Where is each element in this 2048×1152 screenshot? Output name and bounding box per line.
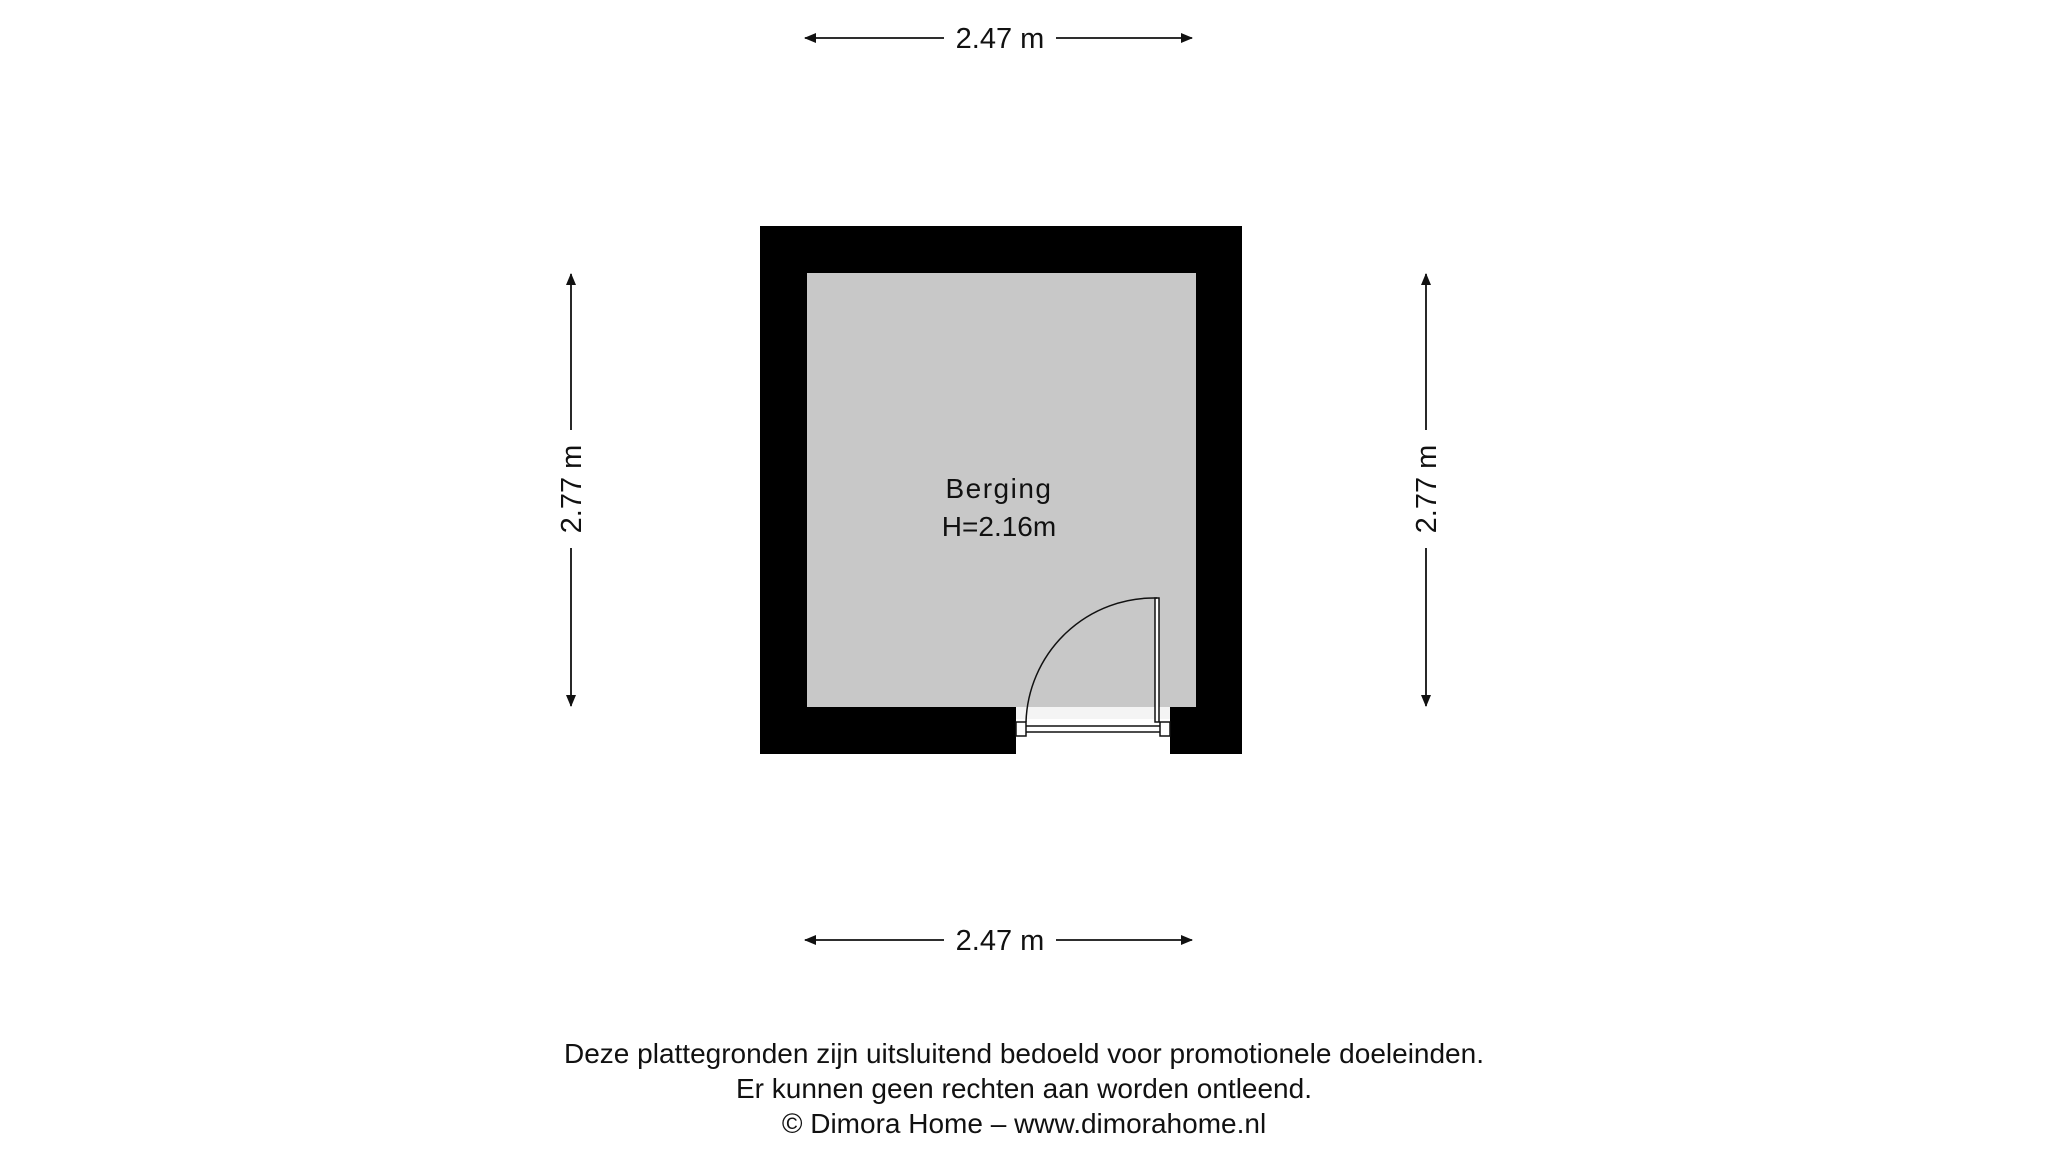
door-threshold [1016,707,1170,719]
dimension-top-label: 2.47 m [955,23,1045,55]
disclaimer-line-1: Deze plattegronden zijn uitsluitend bedoeld voor promotionele doeleinden. [564,1038,1484,1069]
copyright-line: © Dimora Home – www.dimorahome.nl [781,1108,1267,1139]
room-name: Berging [945,473,1053,504]
door-jamb-left [1016,722,1026,736]
disclaimer-line-2: Er kunnen geen rechten aan worden ontleend. [736,1073,1312,1104]
door-leaf [1155,598,1159,722]
room-height: H=2.16m [941,511,1057,542]
dimension-bottom-label: 2.47 m [955,925,1045,957]
door-jamb-right [1160,722,1170,736]
disclaimer [0,1036,2048,1141]
dimension-right-label: 2.77 m [1411,444,1443,534]
dimension-left-label: 2.77 m [556,444,588,534]
